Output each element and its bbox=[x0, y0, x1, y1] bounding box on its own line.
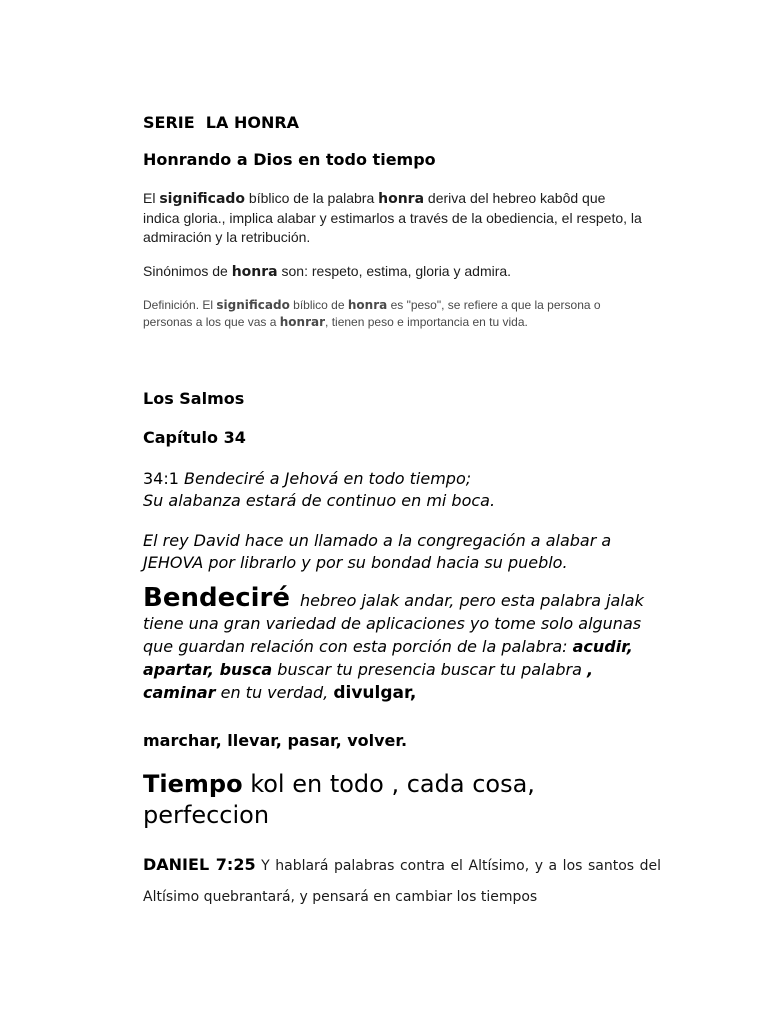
meaning-paragraph bbox=[143, 189, 643, 247]
text-run: Y hablará palabras contra el Altísimo, y a los santos del Altísimo quebrantará, y pensará en cambiar los tiempos bbox=[143, 858, 662, 905]
tiempo-paragraph bbox=[143, 769, 663, 831]
bold-term: honrar bbox=[279, 315, 326, 329]
text-run: bíblico de bbox=[289, 298, 348, 312]
text-run: es "peso", se refiere a que la persona o personas a los que vas a bbox=[143, 298, 601, 329]
bold-term: honra bbox=[347, 298, 388, 312]
text-run: hebreo jalak andar, pero esta palabra jalak tiene una gran variedad de aplicaciones yo tome solo algunas que guardan relación con esta porción de la palabra: bbox=[143, 591, 644, 656]
text-run: Definición. El bbox=[143, 298, 217, 312]
bold-term: , caminar bbox=[143, 660, 594, 702]
bold-term: significado bbox=[159, 191, 246, 207]
section-title: Los Salmos bbox=[143, 389, 245, 408]
bold-term: honra bbox=[378, 191, 425, 207]
bendecire-word: Bendeciré bbox=[143, 583, 290, 613]
text-run: en tu verdad, bbox=[215, 683, 334, 702]
text-run: son: respeto, estima, gloria y admira. bbox=[277, 263, 512, 279]
commentary-paragraph: El rey David hace un llamado a la congregación a alabar a JEHOVA por librarlo y por su bondad hacia su pueblo. bbox=[143, 531, 612, 572]
tiempo-word: Tiempo bbox=[143, 770, 243, 798]
bold-term: acudir, apartar, busca bbox=[143, 637, 633, 679]
text-run: deriva del hebreo kabôd que indica gloria., implica alabar y estimarlos a través de la obediencia, el respeto, la admiración y la retribución. bbox=[143, 190, 642, 245]
verse-number: 34:1 bbox=[143, 469, 179, 488]
verbs-line: marchar, llevar, pasar, volver. bbox=[143, 731, 408, 750]
daniel-reference: DANIEL 7:25 bbox=[143, 855, 256, 874]
bold-term: divulgar, bbox=[333, 683, 417, 703]
document-subtitle: Honrando a Dios en todo tiempo bbox=[143, 150, 436, 169]
definition-paragraph bbox=[143, 297, 643, 331]
text-run: kol en todo , cada cosa, perfeccion bbox=[143, 770, 535, 829]
daniel-paragraph bbox=[143, 849, 661, 913]
synonyms-paragraph bbox=[143, 262, 511, 282]
chapter-title: Capítulo 34 bbox=[143, 428, 246, 447]
text-run: El bbox=[143, 190, 160, 206]
bold-term: significado bbox=[216, 298, 290, 312]
text-run: , tienen peso e importancia en tu vida. bbox=[325, 315, 528, 329]
verse-block bbox=[143, 468, 495, 512]
verse-line-1: Bendeciré a Jehová en todo tiempo; bbox=[184, 469, 472, 488]
bendecire-paragraph bbox=[143, 583, 663, 705]
text-run: Sinónimos de bbox=[143, 263, 232, 279]
verse-line-2: Su alabanza estará de continuo en mi boca. bbox=[143, 491, 496, 510]
series-title: SERIE LA HONRA bbox=[143, 113, 300, 132]
text-run: bíblico de la palabra bbox=[245, 190, 379, 206]
text-run: buscar tu presencia buscar tu palabra bbox=[272, 660, 587, 679]
bold-term: honra bbox=[231, 264, 278, 280]
